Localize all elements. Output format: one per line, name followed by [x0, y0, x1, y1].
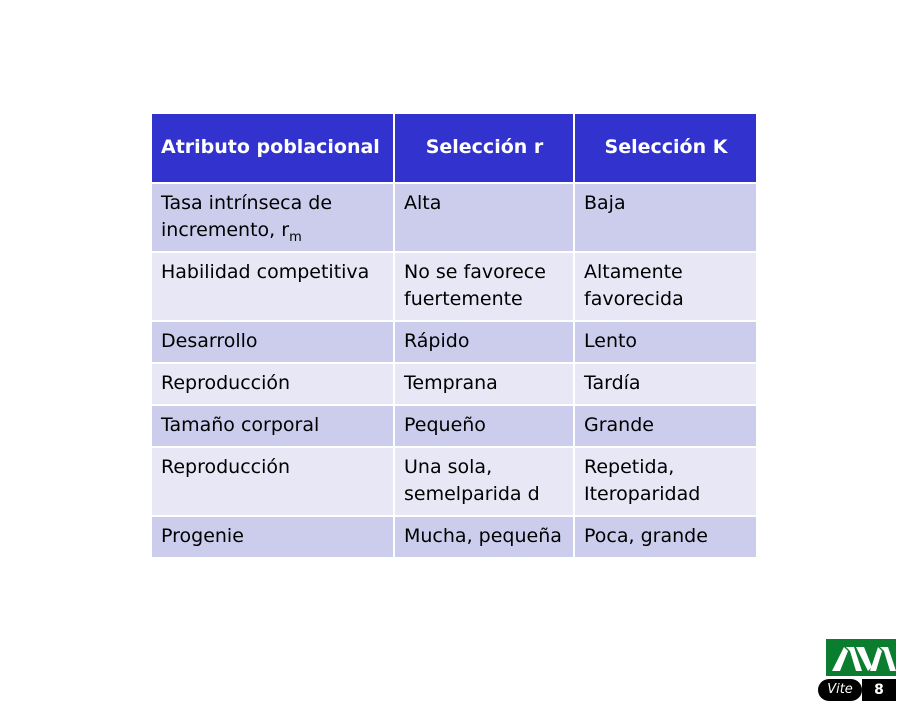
row-attribute: Reproducción	[151, 363, 394, 405]
table-header-row	[151, 113, 757, 183]
row-attribute: Desarrollo	[151, 321, 394, 363]
uam-logo-icon	[826, 639, 896, 676]
table-row	[151, 252, 757, 321]
row-r-value: Pequeño	[394, 405, 574, 447]
row-k-value: Altamente favorecida	[574, 252, 757, 321]
row-k-value: Baja	[574, 183, 757, 252]
row-r-value: Mucha, pequeña	[394, 516, 574, 558]
row-k-value: Lento	[574, 321, 757, 363]
table-row	[151, 405, 757, 447]
row-k-value: Grande	[574, 405, 757, 447]
row-k-value: Tardía	[574, 363, 757, 405]
table-row	[151, 363, 757, 405]
row-attribute	[151, 183, 394, 252]
row-attribute: Reproducción	[151, 447, 394, 516]
row-r-value: Alta	[394, 183, 574, 252]
uam-logo	[826, 639, 896, 676]
row-attribute-text: Tasa intrínseca de incremento, r	[161, 192, 333, 241]
row-attribute: Habilidad competitiva	[151, 252, 394, 321]
selection-table	[150, 112, 758, 559]
row-r-value: Temprana	[394, 363, 574, 405]
row-k-value: Repetida, Iteroparidad	[574, 447, 757, 516]
table-row	[151, 447, 757, 516]
table-row	[151, 516, 757, 558]
row-k-value: Poca, grande	[574, 516, 757, 558]
row-r-value: No se favorece fuertemente	[394, 252, 574, 321]
table-row	[151, 183, 757, 252]
row-r-value: Una sola, semelparida d	[394, 447, 574, 516]
table-row	[151, 321, 757, 363]
vite-badge: Vite	[818, 679, 862, 701]
header-r-selection: Selección r	[394, 113, 574, 183]
row-r-value: Rápido	[394, 321, 574, 363]
row-attribute: Tamaño corporal	[151, 405, 394, 447]
row-attribute: Progenie	[151, 516, 394, 558]
header-k-selection: Selección K	[574, 113, 757, 183]
subscript: m	[289, 229, 302, 245]
page-number: 8	[862, 679, 896, 701]
header-attribute: Atributo poblacional	[151, 113, 394, 183]
